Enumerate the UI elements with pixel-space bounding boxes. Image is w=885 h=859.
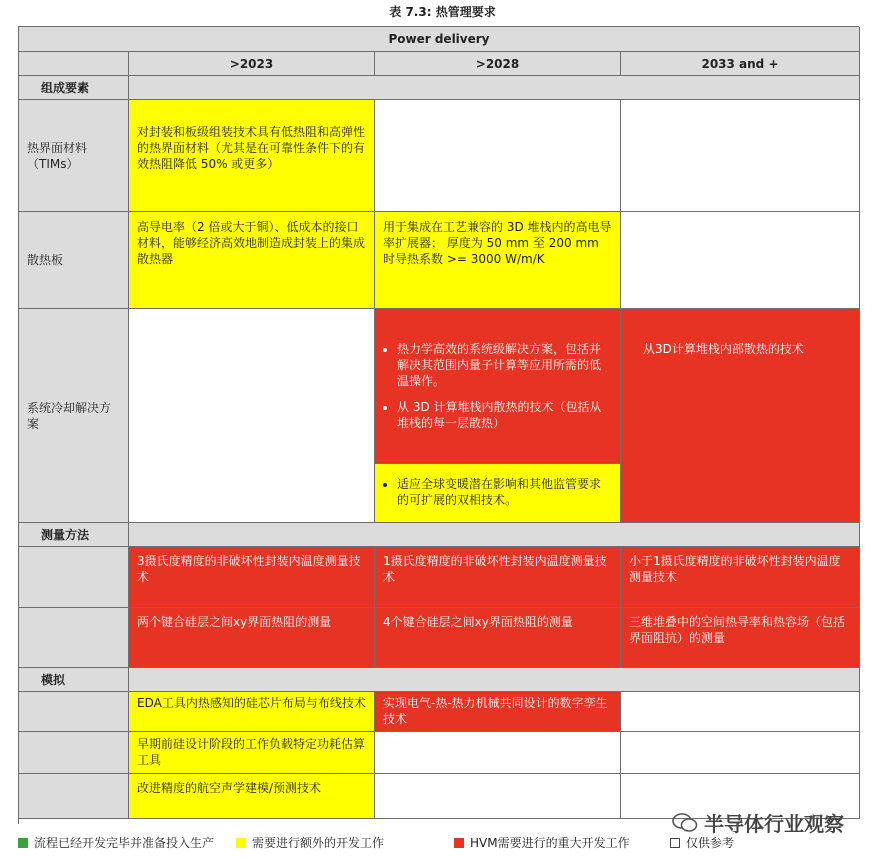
header-empty-cell xyxy=(19,52,129,76)
cell-meas1-2023: 3摄氏度精度的非破坏性封装内温度测量技术 xyxy=(129,547,375,608)
row-label-sim1 xyxy=(19,692,129,732)
section-bar xyxy=(129,523,860,547)
legend-item-green xyxy=(18,834,214,851)
cell-sim1-2023: EDA工具内热感知的硅芯片布局与布线技术 xyxy=(129,692,375,732)
cell-sim3-2028 xyxy=(375,774,621,819)
col-header-2028: >2028 xyxy=(375,52,621,76)
legend-label-yellow: 需要进行额外的开发工作 xyxy=(252,836,385,850)
cell-spreader-2023: 高导电率（2 倍或大于铜）、低成本的接口材料，能够经济高效地制造成封装上的集成散热器 xyxy=(129,212,375,309)
cell-sim2-2028 xyxy=(375,732,621,774)
cell-cooling-2033: 从3D计算堆栈内部散热的技术 xyxy=(621,309,860,523)
cell-cooling-2023 xyxy=(129,309,375,523)
thermal-requirements-table xyxy=(18,26,859,824)
legend-item-red xyxy=(454,834,630,851)
red-swatch-icon xyxy=(454,838,464,848)
col-header-2023: >2023 xyxy=(129,52,375,76)
legend-item-yellow xyxy=(236,834,384,851)
cell-tims-2028 xyxy=(375,100,621,212)
cooling-bullet-1: • 热力学高效的系统级解决方案，包括并解决其范围内量子计算等应用所需的低温操作。 xyxy=(397,341,610,389)
cell-meas2-2023: 两个键合硅层之间xy界面热阻的测量 xyxy=(129,608,375,668)
cell-meas2-2028: 4个键合硅层之间xy界面热阻的测量 xyxy=(375,608,621,668)
watermark xyxy=(672,808,844,837)
section-bar xyxy=(129,668,860,692)
cell-tims-2023: 对封装和板级组装技术具有低热阻和高弹性的热界面材料（尤其是在可靠性条件下的有效热阻降低 50% 或更多） xyxy=(129,100,375,212)
table-title: Power delivery xyxy=(19,27,860,52)
watermark-text: 半导体行业观察 xyxy=(704,812,844,836)
cell-meas1-2033: 小于1摄氏度精度的非破坏性封装内温度测量技术 xyxy=(621,547,860,608)
row-label-sim3 xyxy=(19,774,129,819)
row-label-meas1 xyxy=(19,547,129,608)
cell-cooling-2028 xyxy=(375,309,621,523)
legend-label-red: HVM需要进行的重大开发工作 xyxy=(470,836,630,850)
section-bar xyxy=(129,76,860,100)
cell-spreader-2028: 用于集成在工艺兼容的 3D 堆栈内的高电导率扩展器； 厚度为 50 mm 至 200 mm 时导热系数 >= 3000 W/m/K xyxy=(375,212,621,309)
chat-bubble-icon xyxy=(672,812,698,834)
cell-tims-2033 xyxy=(621,100,860,212)
cooling-2028-red-block xyxy=(375,309,620,464)
cell-meas1-2028: 1摄氏度精度的非破坏性封装内温度测量技术 xyxy=(375,547,621,608)
row-label-meas2 xyxy=(19,608,129,668)
white-swatch-icon xyxy=(670,838,680,848)
yellow-swatch-icon xyxy=(236,838,246,848)
legend-label-green: 流程已经开发完毕并准备投入生产 xyxy=(34,836,215,850)
cell-meas2-2033: 三维堆叠中的空间热导率和热容场（包括界面阻抗）的测量 xyxy=(621,608,860,668)
cooling-2028-yellow-block xyxy=(375,464,620,522)
cell-sim2-2033 xyxy=(621,732,860,774)
cell-sim1-2028: 实现电气-热-热力机械共同设计的数字孪生技术 xyxy=(375,692,621,732)
col-header-2033: 2033 and + xyxy=(621,52,860,76)
cell-sim1-2033 xyxy=(621,692,860,732)
section-components: 组成要素 xyxy=(19,76,129,100)
row-label-sim2 xyxy=(19,732,129,774)
cell-spreader-2033 xyxy=(621,212,860,309)
legend-label-white: 仅供参考 xyxy=(686,836,735,850)
row-label-cooling: 系统冷却解决方案 xyxy=(19,309,129,523)
section-measurement: 测量方法 xyxy=(19,523,129,547)
cooling-bullet-3: • 适应全球变暖潜在影响和其他监管要求的可扩展的双相技术。 xyxy=(397,476,610,508)
row-label-spreader: 散热板 xyxy=(19,212,129,309)
cooling-bullet-2: • 从 3D 计算堆栈内散热的技术（包括从堆栈的每一层散热） xyxy=(397,399,610,431)
green-swatch-icon xyxy=(18,838,28,848)
cell-sim3-2023: 改进精度的航空声学建模/预测技术 xyxy=(129,774,375,819)
table-caption: 表 7.3: 热管理要求 xyxy=(389,5,496,19)
cell-sim2-2023: 早期前硅设计阶段的工作负载特定功耗估算工具 xyxy=(129,732,375,774)
row-label-tims: 热界面材料（TIMs） xyxy=(19,100,129,212)
section-simulation: 模拟 xyxy=(19,668,129,692)
